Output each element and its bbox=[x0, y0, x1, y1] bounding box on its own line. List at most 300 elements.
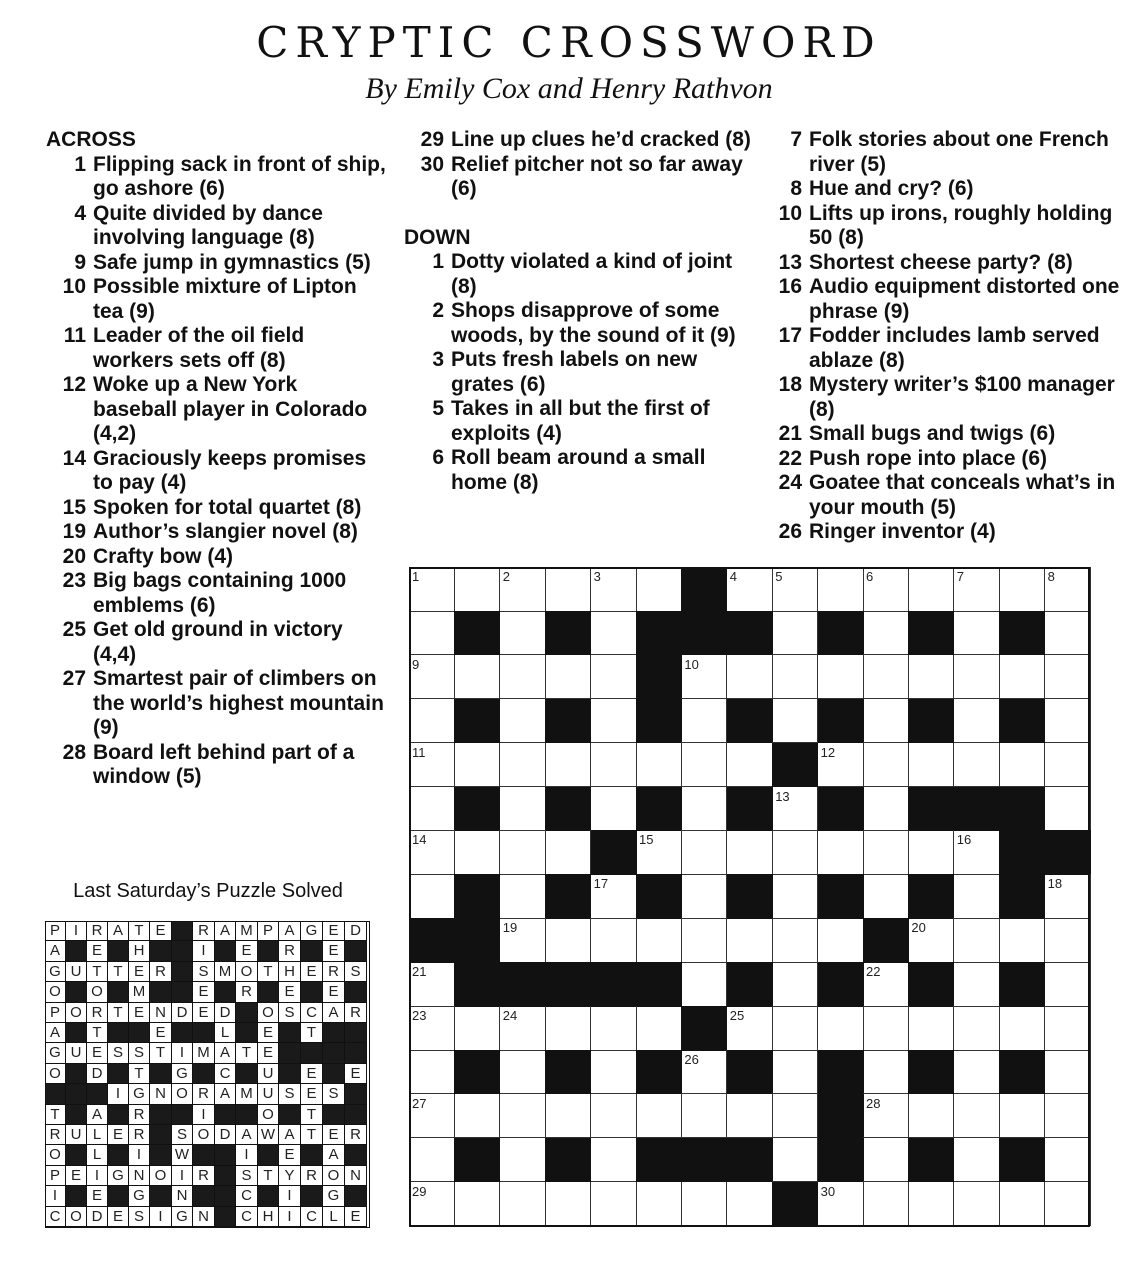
clue-text: Get old ground in victory (4,4) bbox=[93, 618, 343, 666]
solved-black-cell bbox=[66, 982, 87, 1002]
across-clue-23[interactable] bbox=[46, 569, 386, 618]
answer-square[interactable] bbox=[1045, 655, 1091, 700]
answer-square[interactable] bbox=[1045, 1094, 1091, 1139]
answer-square[interactable] bbox=[636, 830, 682, 875]
solved-letter-cell: O bbox=[193, 1125, 215, 1145]
clue-text: Takes in all but the first of exploits (4) bbox=[451, 397, 710, 445]
down-clue-17[interactable] bbox=[762, 324, 1134, 373]
solved-letter-cell: O bbox=[236, 962, 258, 982]
answer-square[interactable] bbox=[818, 830, 864, 875]
answer-square[interactable] bbox=[863, 743, 909, 788]
answer-square[interactable] bbox=[409, 962, 455, 1007]
answer-square[interactable] bbox=[954, 655, 1000, 700]
solved-letter-cell: P bbox=[45, 921, 66, 941]
clue-number: 11 bbox=[63, 324, 86, 347]
solved-letter-cell: R bbox=[45, 1125, 66, 1145]
black-square bbox=[999, 1138, 1045, 1183]
down-clue-2[interactable] bbox=[404, 299, 754, 348]
answer-square[interactable] bbox=[409, 1094, 455, 1139]
answer-square[interactable] bbox=[1045, 567, 1091, 612]
answer-square[interactable] bbox=[681, 699, 727, 744]
solved-letter-cell: T bbox=[87, 1023, 108, 1043]
answer-square[interactable] bbox=[1045, 743, 1091, 788]
clue-text: Relief pitcher not so far away (6) bbox=[451, 152, 743, 200]
answer-square[interactable] bbox=[591, 743, 637, 788]
answer-square[interactable] bbox=[863, 1182, 909, 1227]
solved-letter-cell: R bbox=[150, 962, 172, 982]
across-clue-19[interactable] bbox=[46, 520, 386, 545]
answer-square[interactable] bbox=[954, 918, 1000, 963]
solved-letter-cell: I bbox=[129, 1145, 150, 1165]
answer-square[interactable] bbox=[591, 874, 637, 919]
answer-square[interactable] bbox=[772, 611, 818, 656]
solved-black-cell bbox=[215, 941, 236, 961]
solved-black-cell bbox=[66, 1064, 87, 1084]
answer-square[interactable] bbox=[908, 1094, 954, 1139]
answer-square[interactable] bbox=[1045, 874, 1091, 919]
answer-square[interactable] bbox=[908, 655, 954, 700]
answer-square[interactable] bbox=[454, 1182, 500, 1227]
solved-letter-cell: P bbox=[45, 1003, 66, 1023]
solved-letter-cell: A bbox=[279, 921, 301, 941]
answer-square[interactable] bbox=[500, 567, 546, 612]
answer-square[interactable] bbox=[863, 699, 909, 744]
clue-number: 23 bbox=[62, 569, 86, 592]
solved-letter-cell: A bbox=[323, 1145, 345, 1165]
down-clue-13[interactable] bbox=[762, 251, 1134, 276]
clue-text: Fodder includes lamb served ablaze (8) bbox=[809, 324, 1100, 372]
answer-square[interactable] bbox=[863, 1006, 909, 1051]
answer-square[interactable] bbox=[772, 1138, 818, 1183]
down-clue-5[interactable] bbox=[404, 397, 754, 446]
answer-square[interactable] bbox=[500, 918, 546, 963]
answer-square[interactable] bbox=[636, 567, 682, 612]
answer-square[interactable] bbox=[818, 567, 864, 612]
answer-square[interactable] bbox=[1045, 1006, 1091, 1051]
answer-square[interactable] bbox=[863, 874, 909, 919]
down-clue-16[interactable] bbox=[762, 275, 1134, 324]
answer-square[interactable] bbox=[591, 1094, 637, 1139]
answer-square[interactable] bbox=[908, 743, 954, 788]
solved-letter-cell: C bbox=[215, 1064, 236, 1084]
answer-square[interactable] bbox=[681, 874, 727, 919]
down-clue-3[interactable] bbox=[404, 348, 754, 397]
answer-square[interactable] bbox=[772, 1050, 818, 1095]
answer-square[interactable] bbox=[454, 1094, 500, 1139]
answer-square[interactable] bbox=[908, 1006, 954, 1051]
down-clue-24[interactable] bbox=[762, 471, 1134, 520]
solved-letter-cell: G bbox=[301, 921, 323, 941]
answer-square[interactable] bbox=[727, 567, 773, 612]
black-square bbox=[727, 1050, 773, 1095]
square-number: 20 bbox=[911, 920, 926, 936]
down-clue-1[interactable] bbox=[404, 250, 754, 299]
answer-square[interactable] bbox=[818, 918, 864, 963]
solved-letter-cell: I bbox=[279, 1207, 301, 1227]
answer-square[interactable] bbox=[863, 787, 909, 832]
answer-square[interactable] bbox=[454, 655, 500, 700]
solved-black-cell bbox=[279, 1023, 301, 1043]
answer-square[interactable] bbox=[954, 611, 1000, 656]
solved-black-cell bbox=[150, 1125, 172, 1145]
clue-number: 10 bbox=[62, 275, 86, 298]
answer-square[interactable] bbox=[500, 611, 546, 656]
answer-square[interactable] bbox=[954, 567, 1000, 612]
solved-letter-cell: R bbox=[279, 941, 301, 961]
answer-square[interactable] bbox=[591, 567, 637, 612]
clue-text: Leader of the oil field workers sets off (8) bbox=[93, 324, 305, 372]
answer-square[interactable] bbox=[772, 567, 818, 612]
answer-square[interactable] bbox=[500, 1006, 546, 1051]
solved-black-cell bbox=[66, 1145, 87, 1165]
down-clue-7[interactable] bbox=[762, 128, 1134, 177]
answer-square[interactable] bbox=[999, 1182, 1045, 1227]
answer-square[interactable] bbox=[409, 1138, 455, 1183]
black-square bbox=[908, 1050, 954, 1095]
solved-letter-cell: C bbox=[45, 1207, 66, 1227]
solved-letter-cell: R bbox=[236, 982, 258, 1002]
solved-black-cell bbox=[236, 1105, 258, 1125]
answer-square[interactable] bbox=[591, 787, 637, 832]
across-clue-25[interactable] bbox=[46, 618, 386, 667]
answer-square[interactable] bbox=[908, 918, 954, 963]
across-clue-1[interactable] bbox=[46, 153, 386, 202]
clue-number: 22 bbox=[778, 446, 802, 470]
clue-text: Dotty violated a kind of joint (8) bbox=[451, 250, 733, 298]
answer-square[interactable] bbox=[500, 699, 546, 744]
answer-square[interactable] bbox=[863, 655, 909, 700]
solved-black-cell bbox=[258, 941, 279, 961]
black-square bbox=[818, 1050, 864, 1095]
answer-square[interactable] bbox=[409, 830, 455, 875]
answer-square[interactable] bbox=[409, 1006, 455, 1051]
answer-square[interactable] bbox=[772, 1094, 818, 1139]
answer-square[interactable] bbox=[681, 1094, 727, 1139]
solved-black-cell bbox=[129, 1023, 150, 1043]
answer-square[interactable] bbox=[454, 1006, 500, 1051]
answer-square[interactable] bbox=[409, 787, 455, 832]
answer-square[interactable] bbox=[636, 743, 682, 788]
clue-number: 30 bbox=[420, 152, 444, 176]
answer-square[interactable] bbox=[681, 743, 727, 788]
answer-square[interactable] bbox=[500, 743, 546, 788]
solved-letter-cell: E bbox=[323, 982, 345, 1002]
answer-square[interactable] bbox=[1045, 1182, 1091, 1227]
solved-letter-cell: S bbox=[323, 1084, 345, 1104]
solved-letter-cell: A bbox=[108, 921, 129, 941]
answer-square[interactable] bbox=[1045, 699, 1091, 744]
clue-number: 20 bbox=[62, 544, 86, 568]
answer-square[interactable] bbox=[545, 567, 591, 612]
answer-square[interactable] bbox=[1045, 1050, 1091, 1095]
across-clue-20[interactable] bbox=[46, 545, 386, 570]
across-clue-28[interactable] bbox=[46, 741, 386, 790]
answer-square[interactable] bbox=[545, 1094, 591, 1139]
solved-letter-cell: E bbox=[236, 941, 258, 961]
solved-letter-cell: G bbox=[45, 962, 66, 982]
answer-square[interactable] bbox=[636, 1182, 682, 1227]
solved-letter-cell: O bbox=[45, 1145, 66, 1165]
down-clue-22[interactable] bbox=[762, 447, 1134, 472]
answer-square[interactable] bbox=[999, 743, 1045, 788]
answer-square[interactable] bbox=[999, 1006, 1045, 1051]
answer-square[interactable] bbox=[409, 1050, 455, 1095]
answer-square[interactable] bbox=[772, 918, 818, 963]
solved-letter-cell: T bbox=[87, 962, 108, 982]
answer-square[interactable] bbox=[999, 1094, 1045, 1139]
black-square bbox=[545, 962, 591, 1007]
answer-square[interactable] bbox=[772, 787, 818, 832]
square-number: 8 bbox=[1047, 569, 1055, 584]
answer-square[interactable] bbox=[545, 1182, 591, 1227]
answer-square[interactable] bbox=[681, 787, 727, 832]
answer-square[interactable] bbox=[727, 1094, 773, 1139]
answer-square[interactable] bbox=[954, 874, 1000, 919]
answer-square[interactable] bbox=[636, 918, 682, 963]
answer-square[interactable] bbox=[772, 655, 818, 700]
answer-square[interactable] bbox=[772, 1006, 818, 1051]
black-square bbox=[545, 1138, 591, 1183]
answer-square[interactable] bbox=[409, 1182, 455, 1227]
answer-square[interactable] bbox=[545, 918, 591, 963]
answer-square[interactable] bbox=[591, 1182, 637, 1227]
answer-square[interactable] bbox=[500, 1050, 546, 1095]
answer-square[interactable] bbox=[681, 1050, 727, 1095]
solved-letter-cell: I bbox=[172, 1166, 193, 1186]
answer-square[interactable] bbox=[500, 874, 546, 919]
answer-square[interactable] bbox=[818, 655, 864, 700]
answer-square[interactable] bbox=[409, 874, 455, 919]
answer-square[interactable] bbox=[500, 1182, 546, 1227]
answer-square[interactable] bbox=[409, 655, 455, 700]
answer-square[interactable] bbox=[591, 918, 637, 963]
solved-letter-cell: E bbox=[108, 1125, 129, 1145]
solved-letter-cell: E bbox=[301, 1064, 323, 1084]
answer-square[interactable] bbox=[636, 1094, 682, 1139]
solved-letter-cell: I bbox=[236, 1145, 258, 1165]
answer-square[interactable] bbox=[999, 567, 1045, 612]
across-clue-list bbox=[46, 153, 386, 790]
solved-letter-cell: I bbox=[150, 1207, 172, 1227]
answer-square[interactable] bbox=[727, 743, 773, 788]
clue-number: 12 bbox=[62, 373, 86, 396]
answer-square[interactable] bbox=[863, 962, 909, 1007]
answer-square[interactable] bbox=[591, 1050, 637, 1095]
solved-black-cell bbox=[345, 1023, 367, 1043]
answer-square[interactable] bbox=[500, 655, 546, 700]
down-clue-list-continued bbox=[762, 128, 1134, 545]
crossword-grid[interactable] bbox=[409, 567, 1089, 1226]
solved-letter-cell: O bbox=[66, 1207, 87, 1227]
answer-square[interactable] bbox=[772, 874, 818, 919]
answer-square[interactable] bbox=[545, 1006, 591, 1051]
answer-square[interactable] bbox=[1045, 918, 1091, 963]
black-square bbox=[999, 830, 1045, 875]
answer-square[interactable] bbox=[591, 655, 637, 700]
black-square bbox=[818, 611, 864, 656]
answer-square[interactable] bbox=[908, 830, 954, 875]
answer-square[interactable] bbox=[727, 1182, 773, 1227]
answer-square[interactable] bbox=[409, 743, 455, 788]
solved-black-cell bbox=[108, 941, 129, 961]
solved-letter-cell: D bbox=[172, 1003, 193, 1023]
clue-text: Mystery writer’s $100 manager (8) bbox=[809, 373, 1115, 421]
solved-letter-cell: T bbox=[129, 921, 150, 941]
solved-letter-cell: M bbox=[236, 921, 258, 941]
answer-square[interactable] bbox=[954, 1094, 1000, 1139]
black-square bbox=[454, 874, 500, 919]
answer-square[interactable] bbox=[863, 1138, 909, 1183]
solved-black-cell bbox=[215, 1186, 236, 1206]
answer-square[interactable] bbox=[500, 787, 546, 832]
solved-letter-cell: T bbox=[45, 1105, 66, 1125]
answer-square[interactable] bbox=[954, 1006, 1000, 1051]
answer-square[interactable] bbox=[727, 830, 773, 875]
answer-square[interactable] bbox=[954, 1050, 1000, 1095]
answer-square[interactable] bbox=[908, 1182, 954, 1227]
across-clue-30[interactable] bbox=[404, 153, 754, 202]
solved-black-cell bbox=[66, 1105, 87, 1125]
clue-text: Roll beam around a small home (8) bbox=[451, 446, 706, 494]
answer-square[interactable] bbox=[954, 699, 1000, 744]
answer-square[interactable] bbox=[999, 655, 1045, 700]
down-clue-10[interactable] bbox=[762, 202, 1134, 251]
solved-black-cell bbox=[345, 982, 367, 1002]
answer-square[interactable] bbox=[908, 567, 954, 612]
black-square bbox=[818, 962, 864, 1007]
clue-text: Woke up a New York baseball player in Colorado (4,2) bbox=[93, 373, 368, 445]
answer-square[interactable] bbox=[772, 699, 818, 744]
solved-black-cell bbox=[301, 941, 323, 961]
solved-black-cell bbox=[215, 1207, 236, 1227]
across-clue-29[interactable] bbox=[404, 128, 754, 153]
last-puzzle-label: Last Saturday’s Puzzle Solved bbox=[73, 880, 343, 902]
across-clue-11[interactable] bbox=[46, 324, 386, 373]
answer-square[interactable] bbox=[727, 918, 773, 963]
answer-square[interactable] bbox=[454, 830, 500, 875]
answer-square[interactable] bbox=[636, 1006, 682, 1051]
answer-square[interactable] bbox=[681, 830, 727, 875]
square-number: 26 bbox=[684, 1051, 699, 1067]
answer-square[interactable] bbox=[409, 699, 455, 744]
black-square bbox=[999, 874, 1045, 919]
clue-text: Push rope into place (6) bbox=[809, 446, 1048, 470]
solved-black-cell bbox=[150, 1186, 172, 1206]
clue-text: Smartest pair of climbers on the world’s highest mountain (9) bbox=[93, 667, 384, 739]
answer-square[interactable] bbox=[681, 962, 727, 1007]
answer-square[interactable] bbox=[1045, 1138, 1091, 1183]
solved-letter-cell: I bbox=[193, 1105, 215, 1125]
answer-square[interactable] bbox=[545, 743, 591, 788]
answer-square[interactable] bbox=[863, 1094, 909, 1139]
answer-square[interactable] bbox=[954, 962, 1000, 1007]
square-number: 1 bbox=[412, 569, 420, 584]
answer-square[interactable] bbox=[954, 1182, 1000, 1227]
answer-square[interactable] bbox=[409, 611, 455, 656]
answer-square[interactable] bbox=[954, 830, 1000, 875]
answer-square[interactable] bbox=[681, 1182, 727, 1227]
answer-square[interactable] bbox=[500, 1138, 546, 1183]
answer-square[interactable] bbox=[1045, 962, 1091, 1007]
black-square bbox=[636, 1050, 682, 1095]
down-clue-21[interactable] bbox=[762, 422, 1134, 447]
solved-letter-cell: T bbox=[258, 962, 279, 982]
answer-square[interactable] bbox=[863, 830, 909, 875]
answer-square[interactable] bbox=[954, 743, 1000, 788]
answer-square[interactable] bbox=[1045, 787, 1091, 832]
across-clue-14[interactable] bbox=[46, 447, 386, 496]
answer-square[interactable] bbox=[818, 743, 864, 788]
solved-black-cell bbox=[323, 1105, 345, 1125]
solved-letter-cell: E bbox=[323, 941, 345, 961]
solved-black-cell bbox=[323, 1043, 345, 1063]
black-square bbox=[636, 962, 682, 1007]
answer-square[interactable] bbox=[681, 655, 727, 700]
solved-black-cell bbox=[301, 1186, 323, 1206]
across-clue-9[interactable] bbox=[46, 251, 386, 276]
solved-black-cell bbox=[279, 1043, 301, 1063]
solved-letter-cell: R bbox=[345, 1003, 367, 1023]
answer-square[interactable] bbox=[545, 655, 591, 700]
clue-number: 27 bbox=[62, 667, 86, 690]
answer-square[interactable] bbox=[591, 1138, 637, 1183]
answer-square[interactable] bbox=[591, 611, 637, 656]
answer-square[interactable] bbox=[954, 1138, 1000, 1183]
answer-square[interactable] bbox=[727, 655, 773, 700]
solved-black-cell bbox=[301, 1145, 323, 1165]
answer-square[interactable] bbox=[591, 699, 637, 744]
answer-square[interactable] bbox=[500, 830, 546, 875]
answer-square[interactable] bbox=[863, 611, 909, 656]
answer-square[interactable] bbox=[681, 918, 727, 963]
solved-black-cell bbox=[345, 1105, 367, 1125]
clue-number: 19 bbox=[62, 520, 86, 543]
answer-square[interactable] bbox=[863, 567, 909, 612]
answer-square[interactable] bbox=[591, 1006, 637, 1051]
solved-letter-cell: E bbox=[129, 962, 150, 982]
answer-square[interactable] bbox=[545, 830, 591, 875]
answer-square[interactable] bbox=[818, 1006, 864, 1051]
answer-square[interactable] bbox=[863, 1050, 909, 1095]
solved-letter-cell: U bbox=[258, 1084, 279, 1104]
answer-square[interactable] bbox=[500, 1094, 546, 1139]
down-clue-18[interactable] bbox=[762, 373, 1134, 422]
answer-square[interactable] bbox=[454, 743, 500, 788]
down-clue-8[interactable] bbox=[762, 177, 1134, 202]
square-number: 24 bbox=[502, 1008, 518, 1023]
across-clue-27[interactable] bbox=[46, 667, 386, 741]
solved-letter-cell: E bbox=[258, 1043, 279, 1063]
answer-square[interactable] bbox=[999, 918, 1045, 963]
answer-square[interactable] bbox=[772, 962, 818, 1007]
answer-square[interactable] bbox=[1045, 611, 1091, 656]
across-clue-15[interactable] bbox=[46, 496, 386, 521]
black-square bbox=[454, 787, 500, 832]
down-clue-6[interactable] bbox=[404, 446, 754, 495]
across-clue-10[interactable] bbox=[46, 275, 386, 324]
answer-square[interactable] bbox=[772, 830, 818, 875]
down-clue-26[interactable] bbox=[762, 520, 1134, 545]
answer-square[interactable] bbox=[818, 1182, 864, 1227]
across-clue-4[interactable] bbox=[46, 202, 386, 251]
solved-letter-cell: R bbox=[193, 1084, 215, 1104]
answer-square[interactable] bbox=[454, 567, 500, 612]
answer-square[interactable] bbox=[409, 567, 455, 612]
solved-letter-cell: G bbox=[129, 1084, 150, 1104]
answer-square[interactable] bbox=[727, 1006, 773, 1051]
across-clue-12[interactable] bbox=[46, 373, 386, 447]
solved-letter-cell: E bbox=[345, 1207, 367, 1227]
